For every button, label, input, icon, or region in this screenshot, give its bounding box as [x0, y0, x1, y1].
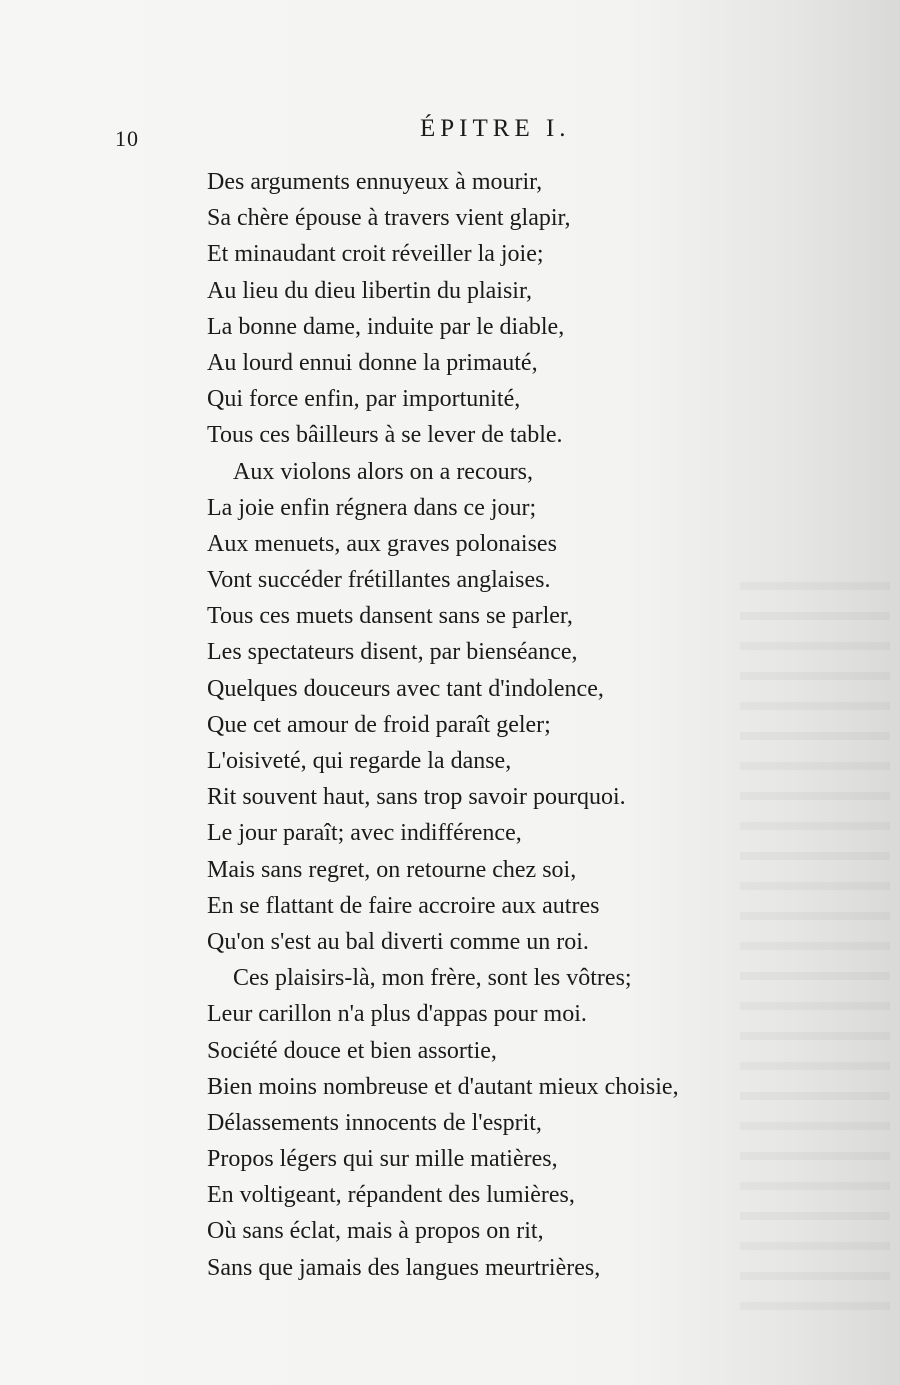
- verse-line: En se flattant de faire accroire aux autres: [207, 892, 600, 919]
- verse-line: Bien moins nombreuse et d'autant mieux choisie,: [207, 1073, 679, 1100]
- verse-line: Au lieu du dieu libertin du plaisir,: [207, 277, 532, 304]
- page-number: 10: [115, 126, 139, 151]
- verse-line: Où sans éclat, mais à propos on rit,: [207, 1218, 544, 1245]
- verse-line: La joie enfin régnera dans ce jour;: [207, 494, 537, 521]
- verse-line: Et minaudant croit réveiller la joie;: [207, 241, 544, 268]
- verse-line: Société douce et bien assortie,: [207, 1037, 497, 1064]
- poem-body: [207, 164, 847, 1286]
- verse-line: Leur carillon n'a plus d'appas pour moi.: [207, 1001, 587, 1028]
- verse-line: Mais sans regret, on retourne chez soi,: [207, 856, 577, 883]
- verse-line: Des arguments ennuyeux à mourir,: [207, 169, 543, 195]
- verse-line: Le jour paraît; avec indifférence,: [207, 820, 522, 847]
- page-title: ÉPITRE I.: [420, 115, 571, 142]
- verse-line: Tous ces muets dansent sans se parler,: [207, 603, 573, 630]
- verse-line: Qu'on s'est au bal diverti comme un roi.: [207, 928, 589, 955]
- verse-line: Délassements innocents de l'esprit,: [207, 1109, 542, 1136]
- verse-line: Au lourd ennui donne la primauté,: [207, 349, 538, 376]
- verse-line: Les spectateurs disent, par bienséance,: [207, 639, 578, 666]
- verse-line: Rit souvent haut, sans trop savoir pourquoi.: [207, 784, 626, 811]
- verse-line: Tous ces bâilleurs à se lever de table.: [207, 422, 563, 449]
- verse-line: L'oisiveté, qui regarde la danse,: [207, 748, 512, 774]
- verse-line: Propos légers qui sur mille matières,: [207, 1146, 558, 1173]
- verse-line: En voltigeant, répandent des lumières,: [207, 1182, 575, 1209]
- verse-line: La bonne dame, induite par le diable,: [207, 313, 565, 340]
- verse-line: Aux menuets, aux graves polonaises: [207, 530, 557, 557]
- verse-line: Qui force enfin, par importunité,: [207, 386, 521, 413]
- verse-line: Quelques douceurs avec tant d'indolence,: [207, 675, 604, 702]
- verse-line: Sa chère épouse à travers vient glapir,: [207, 205, 571, 232]
- verse-line: Ces plaisirs-là, mon frère, sont les vôtres;: [233, 965, 632, 992]
- verse-line: Sans que jamais des langues meurtrières,: [207, 1254, 601, 1281]
- verse-line: Que cet amour de froid paraît geler;: [207, 711, 551, 738]
- verse-line: Vont succéder frétillantes anglaises.: [207, 567, 551, 594]
- verse-line: Aux violons alors on a recours,: [233, 458, 533, 485]
